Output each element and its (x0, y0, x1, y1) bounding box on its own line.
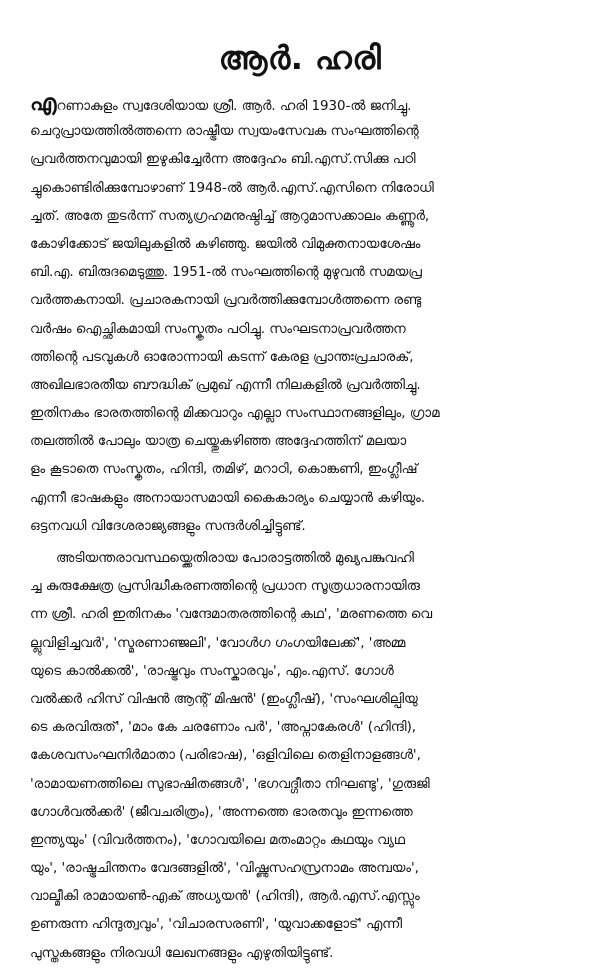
text-line: പുസ്തകങ്ങളും നിരവധി ലേഖനങ്ങളും എഴുതിയിട്ടുണ്ട്. (30, 945, 334, 961)
text-line: തലത്തിൽ പോലും യാത്ര ചെയ്തുകഴിഞ്ഞ അദ്ദേഹത്തിന് മലയാ (30, 434, 407, 450)
text-line: ളം കൂടാതെ സംസ്കൃതം, ഹിന്ദി, തമിഴ്, മറാഠി, കൊങ്കണി, ഇംഗ്ലീഷ് (30, 462, 418, 478)
text-line: യുടെ കാൽക്കൽ', 'രാഷ്ട്രവും സംസ്കാരവും', എം.എസ്. ഗോൾ (30, 663, 394, 679)
text-line: വാല്മീകി രാമായൺ-എക് അധ്യയൻ' (ഹിന്ദി), ആർ.എസ്.എസ്സും (30, 889, 420, 905)
text-line: എന്നീ ഭാഷകളും അനായാസമായി കൈകാര്യം ചെയ്യാൻ കഴിയും. (30, 490, 426, 506)
text-line: ന്ന ശ്രീ. ഹരി ഇതിനകം 'വന്ദേമാതരത്തിന്റെ കഥ', 'മരണത്തെ വെ (30, 607, 433, 623)
text-line: വൽക്കർ ഹിസ് വിഷൻ ആന്റ് മിഷൻ' (ഇംഗ്ലീഷ്), 'സംഘശില്പിയു (30, 691, 418, 707)
text-line: കേശവസംഘനിർമാതാ (പരിഭാഷ), 'ഒളിവിലെ തെളിനാളങ്ങൾ', (30, 748, 421, 764)
paragraph-2 (30, 545, 578, 968)
text-line: അടിയന്തരാവസ്ഥയ്ക്കെതിരായ പോരാട്ടത്തിൽ മുഖ്യപങ്കുവഹി (56, 551, 414, 566)
text-line: ടെ കരവിരുത്', 'മാം കേ ചരണോം പർ', 'അപ്നാകേരൾ' (ഹിന്ദി), (30, 720, 417, 736)
text-line: പ്രവർത്തനവുമായി ഇഴുകിച്ചേർന്ന അദ്ദേഹം ബി.എസ്.സിക്കു പഠി (30, 152, 416, 168)
text-line: ഒട്ടനവധി വിദേശരാജ്യങ്ങളും സന്ദർശിച്ചിട്ടുണ്ട്. (30, 518, 306, 534)
text-line: ഇതിനകം ഭാരതത്തിന്റെ മിക്കവാറും എല്ലാ സംസ്ഥാനങ്ങളിലും, ഗ്രാമ (30, 406, 440, 422)
text-line: ബി.എ. ബിരുദമെടുത്തു. 1951-ൽ സംഘത്തിന്റെ മുഴുവൻ സമയപ്ര (30, 265, 422, 281)
text-line-content: റണാകുളം സ്വദേശിയായ ശ്രീ. ആർ. ഹരി 1930-ൽ ജനിച്ചു. (56, 99, 412, 114)
text-line: കോഴിക്കോട് ജയിലുകളിൽ കഴിഞ്ഞു. ജയിൽ വിമുക്തനായശേഷം (30, 236, 421, 252)
text-line: ല്ലുവിളിച്ചവർ', 'സ്മരണാഞ്ജലി', 'വോൾഗ ഗംഗയിലേക്ക്', 'അമ്മ (30, 635, 406, 651)
drop-cap: എ (30, 91, 57, 116)
text-line: ച്ചത്. അതേ തുടർന്ന് സത്യഗ്രഹമനുഷ്ഠിച്ച് ആറുമാസക്കാലം കണ്ണൂർ, (30, 208, 430, 224)
text-line: ഇന്ത്യയും' (വിവർത്തനം), 'ഗോവയിലെ മതംമാറ്റം കഥയും വ്യഥ (30, 832, 405, 848)
text-line: വർഷം ഐച്ഛികമായി സംസ്കൃതം പഠിച്ചു. സംഘടനാപ്രവർത്തന (30, 321, 406, 337)
text-line (30, 90, 578, 118)
text-line: 'രാമായണത്തിലെ സുഭാഷിതങ്ങൾ', 'ഭഗവദ്ഗീതാ നിഘണ്ടു', 'ഗുരുജി (30, 776, 430, 792)
text-line: ഗോൾവൽക്കർ' (ജീവചരിത്രം), 'അന്നത്തെ ഭാരതവും ഇന്നത്തെ (30, 804, 413, 820)
text-line: അഖിലഭാരതീയ ബൗദ്ധിക് പ്രമുഖ് എന്നീ നിലകളിൽ പ്രവർത്തിച്ചു. (30, 377, 421, 393)
text-line: ച്ച കുരുക്ഷേത്ര പ്രസിദ്ധീകരണത്തിന്റെ പ്രധാന സൂത്രധാരനായിരു (30, 579, 420, 595)
text-line: വർത്തകനായി. പ്രചാരകനായി പ്രവർത്തിക്കുമ്പോൾത്തന്നെ രണ്ടു (30, 293, 422, 309)
text-line: ച്ചുകൊണ്ടിരിക്കുമ്പോഴാണ് 1948-ൽ ആർ.എസ്.എസിനെ നിരോധി (30, 180, 434, 196)
text-line: ത്തിന്റെ പടവുകൾ ഓരോന്നായി കടന്ന് കേരള പ്രാന്തഃപ്രചാരക്, (30, 349, 414, 365)
page-title: ആർ. ഹരി (218, 39, 382, 77)
text-line: ഉണരുന്ന ഹിന്ദുത്വവും', 'വിചാരസരണി', 'യുവാക്കളോട്' എന്നീ (30, 917, 402, 933)
body-text (30, 90, 578, 968)
text-line: ചെറുപ്രായത്തിൽത്തന്നെ രാഷ്ട്രീയ സ്വയംസേവക സംഘത്തിന്റെ (30, 124, 419, 140)
text-line: യും', 'രാഷ്ട്രചിന്തനം വേദങ്ങളിൽ', 'വിഷ്ണുസഹസ്രനാമം അമ്പയം', (30, 861, 419, 877)
paragraph-1 (30, 90, 578, 541)
